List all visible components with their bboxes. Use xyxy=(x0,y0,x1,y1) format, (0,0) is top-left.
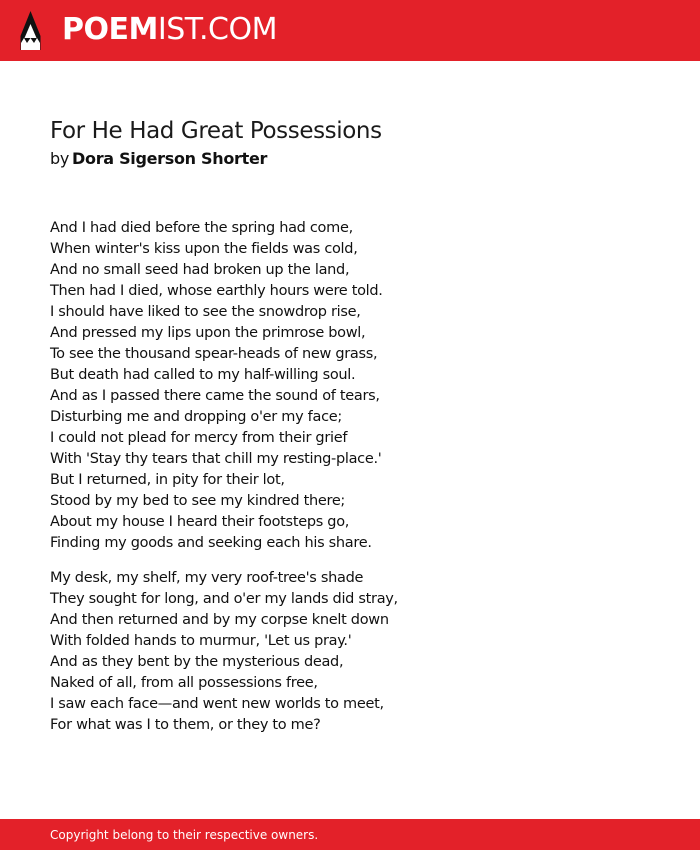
poem-line: And I had died before the spring had come, xyxy=(50,220,353,236)
poem-line: And pressed my lips upon the primrose bowl, xyxy=(50,325,366,341)
author-name: Dora Sigerson Shorter xyxy=(72,149,268,168)
poem-line: I should have liked to see the snowdrop rise, xyxy=(50,304,361,320)
poem-line: And as I passed there came the sound of tears, xyxy=(50,388,380,404)
poem-line: But death had called to my half-willing soul. xyxy=(50,367,356,383)
poem-body xyxy=(50,218,398,750)
poem-line: For what was I to them, or they to me? xyxy=(50,717,321,733)
poem-line: About my house I heard their footsteps go, xyxy=(50,514,350,530)
brand-bold: POEM xyxy=(62,12,158,47)
poem-line: I could not plead for mercy from their grief xyxy=(50,430,348,446)
poem-line: But I returned, in pity for their lot, xyxy=(50,472,285,488)
poem-line: They sought for long, and o'er my lands did stray, xyxy=(50,591,398,607)
poem-line: Finding my goods and seeking each his share. xyxy=(50,535,372,551)
poem-line: With folded hands to murmur, 'Let us pray.' xyxy=(50,633,352,649)
pen-nib-icon[interactable] xyxy=(18,10,43,51)
poem-line: And as they bent by the mysterious dead, xyxy=(50,654,344,670)
poem-line: Then had I died, whose earthly hours were told. xyxy=(50,283,383,299)
poem-line: And then returned and by my corpse knelt down xyxy=(50,612,389,628)
copyright-text: Copyright belong to their respective owners. xyxy=(50,828,319,842)
poem-title: For He Had Great Possessions xyxy=(50,118,382,144)
poem-stanza xyxy=(50,218,398,554)
site-footer xyxy=(0,819,700,850)
poem-line: Stood by my bed to see my kindred there; xyxy=(50,493,346,509)
poem-line: To see the thousand spear-heads of new grass, xyxy=(50,346,378,362)
site-logo[interactable] xyxy=(62,12,277,48)
poem-line: Disturbing me and dropping o'er my face; xyxy=(50,409,342,425)
poem-line: My desk, my shelf, my very roof-tree's shade xyxy=(50,570,364,586)
poem-stanza xyxy=(50,568,398,736)
byline xyxy=(50,148,267,170)
site-header xyxy=(0,0,700,61)
poem-line: I saw each face—and went new worlds to meet, xyxy=(50,696,384,712)
poem-line: Naked of all, from all possessions free, xyxy=(50,675,318,691)
by-label: by xyxy=(50,149,70,168)
poem-line: With 'Stay thy tears that chill my resting-place.' xyxy=(50,451,382,467)
brand-light: IST.COM xyxy=(157,12,277,47)
poem-line: And no small seed had broken up the land, xyxy=(50,262,350,278)
poem-line: When winter's kiss upon the fields was cold, xyxy=(50,241,358,257)
